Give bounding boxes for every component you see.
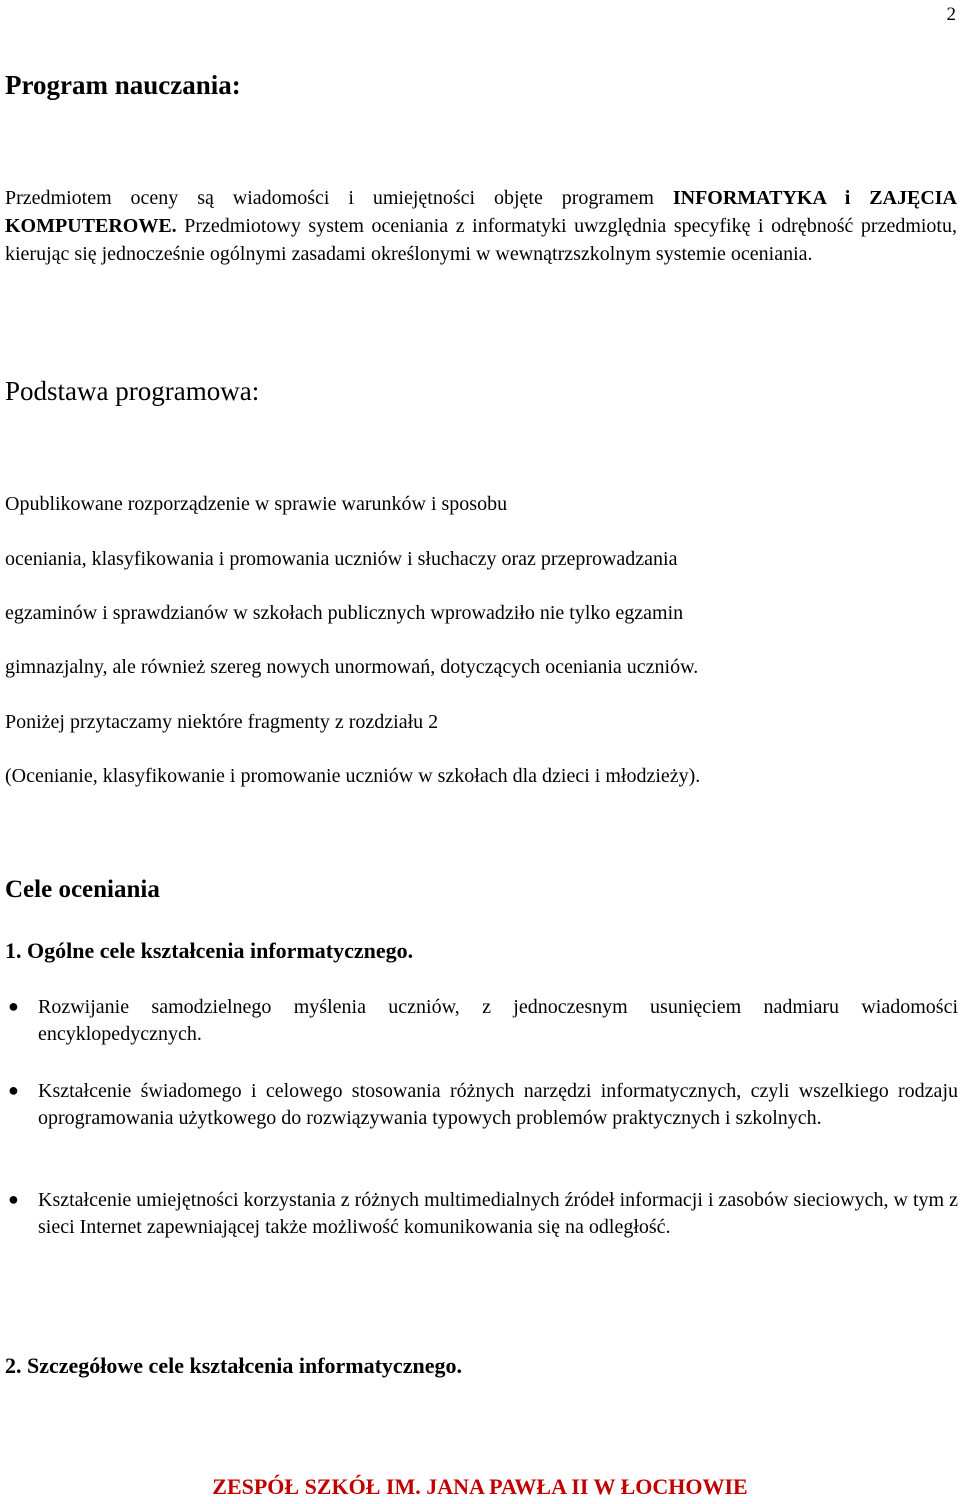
footer-school-name: ZESPÓŁ SZKÓŁ IM. JANA PAWŁA II W ŁOCHOWIE bbox=[212, 1474, 748, 1499]
paragraph-line: Poniżej przytaczamy niektóre fragmenty z rozdziału 2 bbox=[5, 711, 439, 733]
paragraph-text-after: Przedmiotowy system oceniania z informatyki uwzględnia specyfikę i odrębność przedmiotu, kierując się jednocześnie ogólnymi zasadami określonymi w wewnątrzszkolnym systemie oceniania. bbox=[5, 215, 957, 265]
bullet-dot-icon: ● bbox=[8, 1189, 19, 1209]
page-number: 2 bbox=[946, 4, 956, 25]
list-item: Kształcenie świadomego i celowego stosowania różnych narzędzi informatycznych, czyli wszelkiego rodzaju oprogramowania użytkowego do rozwiązywania typowych problemów praktycznych i szkolnych. bbox=[38, 1080, 958, 1129]
paragraph-line: Opublikowane rozporządzenie w sprawie warunków i sposobu bbox=[5, 493, 508, 515]
list-item: Rozwijanie samodzielnego myślenia uczniów, z jednoczesnym usunięciem nadmiaru wiadomości encyklopedycznych. bbox=[38, 996, 958, 1045]
list-item: Kształcenie umiejętności korzystania z różnych multimedialnych źródeł informacji i zasobów sieciowych, w tym z sieci Internet zapewniającej także możliwość komunikowania się na odległość. bbox=[38, 1189, 958, 1238]
subheading-ogolne-cele: 1. Ogólne cele kształcenia informatycznego. bbox=[5, 938, 414, 963]
paragraph-bold-subject: INFORMATYKA i ZAJĘCIA KOMPUTEROWE. bbox=[5, 187, 958, 237]
paragraph-line: (Ocenianie, klasyfikowanie i promowanie uczniów w szkołach dla dzieci i młodzieży). bbox=[5, 765, 701, 787]
heading-program-nauczania: Program nauczania: bbox=[5, 70, 241, 100]
subheading-szczegolowe-cele: 2. Szczegółowe cele kształcenia informatycznego. bbox=[5, 1353, 462, 1378]
paragraph-text-before: Przedmiotem oceny są wiadomości i umiejętności objęte programem bbox=[5, 187, 673, 209]
bullet-dot-icon: ● bbox=[8, 996, 19, 1016]
paragraph-line: egzaminów i sprawdzianów w szkołach publicznych wprowadziło nie tylko egzamin bbox=[5, 602, 684, 624]
paragraph-przedmiot-oceny bbox=[5, 184, 957, 268]
bullet-dot-icon: ● bbox=[8, 1080, 19, 1100]
heading-cele-oceniania: Cele oceniania bbox=[5, 876, 160, 903]
paragraph-line: gimnazjalny, ale również szereg nowych unormowań, dotyczących oceniania uczniów. bbox=[5, 656, 699, 678]
heading-podstawa-programowa: Podstawa programowa: bbox=[5, 376, 260, 406]
paragraph-line: oceniania, klasyfikowania i promowania uczniów i słuchaczy oraz przeprowadzania bbox=[5, 548, 678, 570]
